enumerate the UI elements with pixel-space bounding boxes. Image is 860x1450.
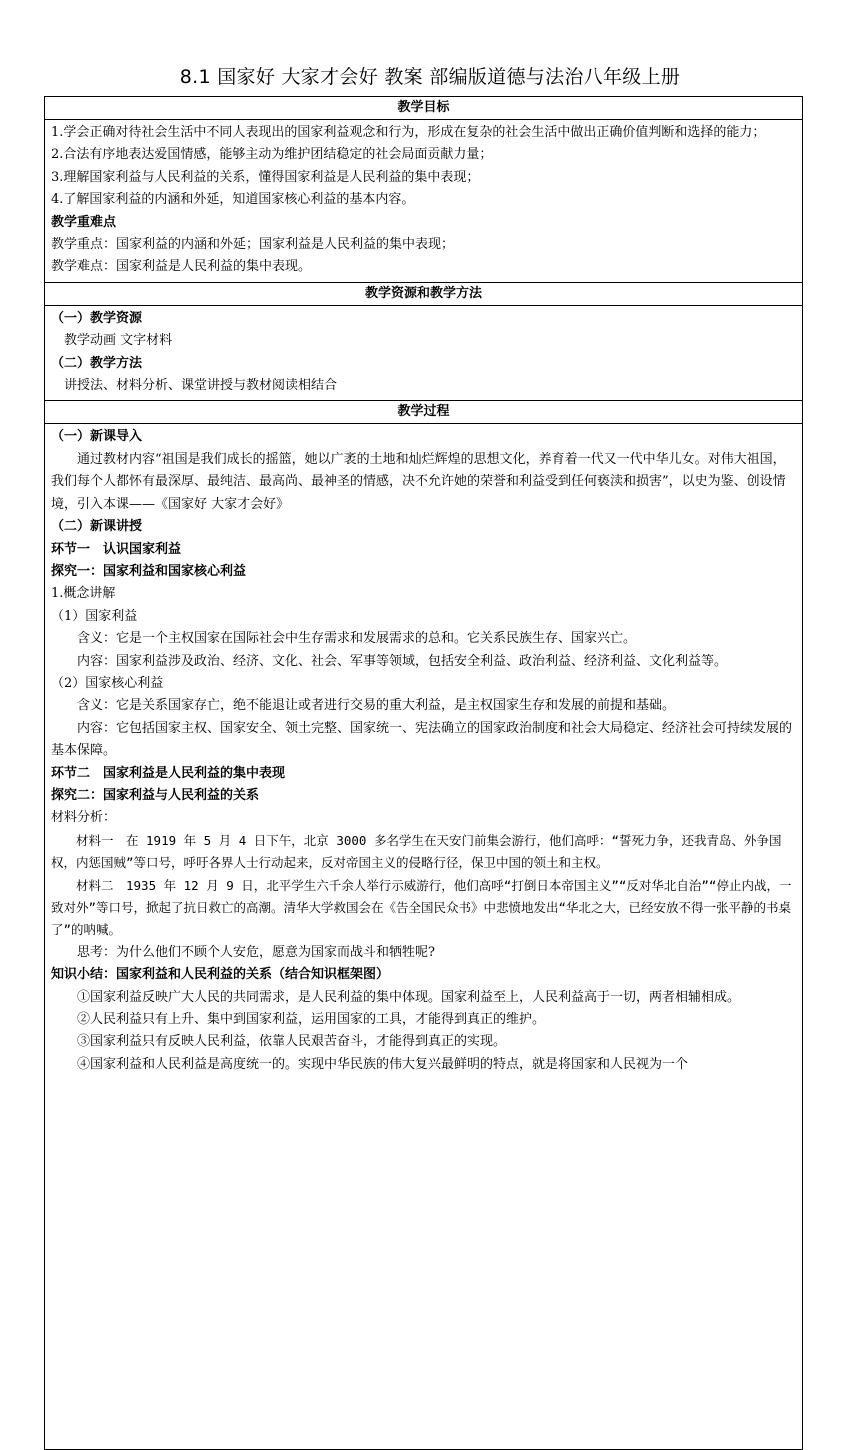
national-interest-content: 内容：国家利益涉及政治、经济、文化、社会、军事等领域，包括安全利益、政治利益、经济利益、文化利益等。 (77, 653, 728, 669)
section-header-resources: 教学资源和教学方法 (45, 283, 802, 306)
summary-point: ②人民利益只有上升、集中到国家利益，运用国家的工具，才能得到真正的维护。 (77, 1012, 546, 1028)
goal-item: 4.了解国家利益的内涵和外延，知道国家核心利益的基本内容。 (51, 192, 415, 208)
explore-one-heading: 探究一：国家利益和国家核心利益 (51, 563, 247, 579)
core-interest-heading: （2）国家核心利益 (51, 675, 164, 691)
section-header-process: 教学过程 (45, 401, 802, 424)
concept-heading: 1.概念讲解 (51, 586, 116, 602)
goal-item: 3.理解国家利益与人民利益的关系，懂得国家利益是人民利益的集中表现； (51, 169, 480, 185)
resources-heading: （一）教学资源 (51, 310, 143, 326)
section-resources (45, 306, 802, 402)
think-question: 思考：为什么他们不顾个人安危，愿意为国家而战斗和牺牲呢? (77, 944, 435, 960)
intro-text: 通过教材内容“祖国是我们成长的摇篮，她以广袤的土地和灿烂辉煌的思想文化，养育着一代又一代中华儿女。对伟大祖国，我们每个人都怀有最深厚、最纯洁、最高尚、最神圣的情感，决不允许她的荣誉和利益受到任何亵渎和损害”，以史为鉴、创设情境，引入本课——《国家好 大家才会好》 (51, 451, 786, 512)
goal-item: 1.学会正确对待社会生活中不同人表现出的国家利益观念和行为，形成在复杂的社会生活中做出正确价值判断和选择的能力； (51, 125, 766, 140)
lesson-plan-table (44, 96, 803, 1450)
material-label: 材料分析： (51, 810, 117, 826)
summary-point: ①国家利益反映广大人民的共同需求，是人民利益的集中体现。国家利益至上，人民利益高于一切，两者相辅相成。 (77, 989, 741, 1005)
material-two: 材料二 1935 年 12 月 9 日，北平学生六千余人举行示威游行，他们高呼“打倒日本帝国主义”“反对华北自治”“停止内战，一致对外”等口号，掀起了抗日救亡的高潮。清华大学救国会在《告全国民众书》中悲愤地发出“华北之大，已经安放不得一张平静的书桌了”的呐喊。 (51, 877, 792, 938)
national-interest-heading: （1）国家利益 (51, 608, 138, 624)
core-interest-content: 内容：它包括国家主权、国家安全、领土完整、国家统一、宪法确立的国家政治制度和社会大局稳定、经济社会可持续发展的基本保障。 (51, 720, 793, 759)
resources-text: 教学动画 文字材料 (64, 333, 173, 349)
key-points-heading: 教学重难点 (51, 214, 117, 230)
core-interest-meaning: 含义：它是关系国家存亡，绝不能退让或者进行交易的重大利益，是主权国家生存和发展的前提和基础。 (77, 698, 676, 714)
link-two-heading: 环节二 国家利益是人民利益的集中表现 (51, 765, 286, 781)
summary-point: ④国家利益和人民利益是高度统一的。实现中华民族的伟大复兴最鲜明的特点，就是将国家和人民视为一个 (77, 1056, 689, 1072)
intro-heading: （一）新课导入 (51, 429, 143, 445)
explore-two-heading: 探究二：国家利益与人民利益的关系 (51, 787, 260, 803)
methods-heading: （二）教学方法 (51, 355, 143, 371)
section-header-goals: 教学目标 (45, 97, 802, 120)
national-interest-meaning: 含义：它是一个主权国家在国际社会中生存需求和发展需求的总和。它关系民族生存、国家兴亡。 (77, 631, 637, 647)
key-point-text: 教学重点：国家利益的内涵和外延；国家利益是人民利益的集中表现； (51, 237, 455, 253)
section-process (45, 424, 802, 1449)
link-one-heading: 环节一 认识国家利益 (51, 541, 182, 557)
material-one: 材料一 在 1919 年 5 月 4 日下午，北京 3000 多名学生在天安门前集会游行，他们高呼：“誓死力争，还我青岛、外争国权，内惩国贼”等口号，呼吁各界人士行动起来，反对帝国主义的侵略行径，保卫中国的领土和主权。 (51, 832, 782, 871)
section-goals (45, 120, 802, 283)
new-lesson-heading: （二）新课讲授 (51, 519, 143, 535)
summary-point: ③国家利益只有反映人民利益，依靠人民艰苦奋斗，才能得到真正的实现。 (77, 1034, 507, 1050)
difficulty-text: 教学难点：国家利益是人民利益的集中表现。 (51, 259, 312, 275)
methods-text: 讲授法、材料分析、课堂讲授与教材阅读相结合 (64, 378, 338, 394)
document-title: 8.1 国家好 大家才会好 教案 部编版道德与法治八年级上册 (179, 66, 681, 88)
goal-item: 2.合法有序地表达爱国情感，能够主动为维护团结稳定的社会局面贡献力量； (51, 147, 493, 163)
summary-heading: 知识小结：国家利益和人民利益的关系（结合知识框架图） (51, 967, 390, 983)
